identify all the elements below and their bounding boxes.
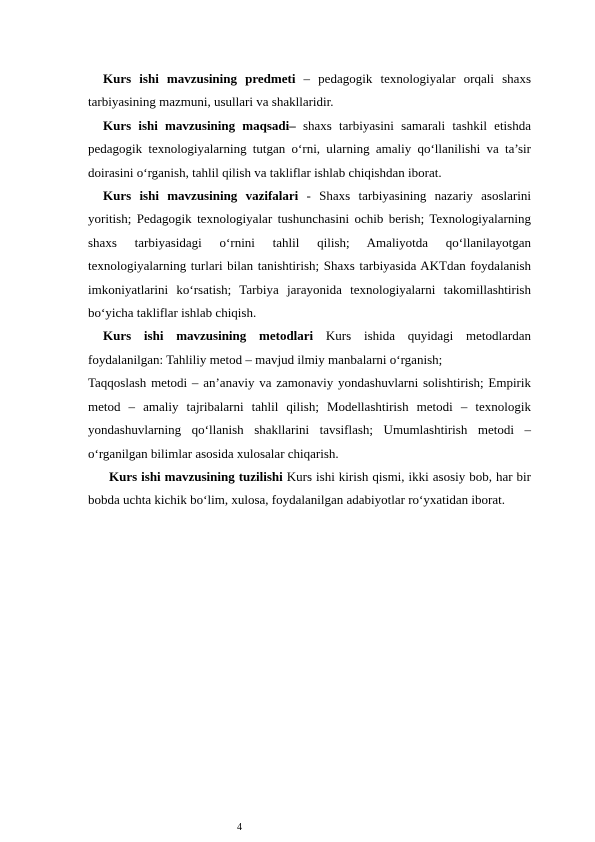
paragraph-methods-list (88, 371, 531, 465)
tasks-text: - Shaxs tarbiyasining nazariy asoslarini yoritish; Pedagogik texnologiyalar tushunchasini ochib berish; Texnologiyalarning shaxs tarbiyasidagi o‘rnini tahlil qilish; Amaliyotda qo‘llanilayotgan texnologiyalarning turlari bilan tanishtirish; Shaxs tarbiyasida AKTdan foydalanish imkoniyatlarini ko‘rsatish; Tarbiya jarayonida texnologiyalarni takomillashtirish bo‘yicha takliflar ishlab chiqish. (88, 188, 531, 321)
goal-text: shaxs tarbiyasini samarali tashkil etishda pedagogik texnologiyalarning tutgan o‘rni, ularning amaliy qo‘llanilishi va ta’sir doirasini o‘rganish, tahlil qilish va takliflar ishlab chiqishdan iborat. (88, 117, 531, 180)
structure-term: Kurs ishi mavzusining tuzilishi (109, 468, 283, 484)
structure-text: Kurs ishi kirish qismi, ikki asosiy bob, har bir bobda uchta kichik bo‘lim, xulosa, foydalanilgan adabiyotlar ro‘yxatidan iborat. (88, 468, 531, 508)
methods-list-text: Taqqoslash metodi – an’anaviy va zamonaviy yondashuvlarni solishtirish; Empirik metod – amaliy tajribalarni tahlil qilish; Modellashtirish metodi – texnologik yondashuvlarning qo‘llanish shakllarini tavsiflash; Umumlashtirish metodi – o‘rganilgan bilimlar asosida xulosalar chiqarish. (88, 375, 531, 461)
paragraph-goal (88, 114, 531, 184)
goal-term: Kurs ishi mavzusining maqsadi– (103, 117, 296, 133)
body-text (88, 67, 531, 512)
paragraph-methods (88, 324, 531, 371)
paragraph-subject (88, 67, 531, 114)
tasks-term: Kurs ishi mavzusining vazifalari (103, 188, 299, 204)
page-number: 4 (237, 822, 242, 833)
methods-term: Kurs ishi mavzusining metodlari (103, 328, 314, 344)
paragraph-tasks (88, 184, 531, 324)
paragraph-structure (88, 465, 531, 512)
subject-text: – pedagogik texnologiyalar orqali shaxs tarbiyasining mazmuni, usullari va shakllaridir. (88, 71, 532, 110)
subject-term: Kurs ishi mavzusining predmeti (103, 71, 296, 86)
methods-text: Kurs ishida quyidagi metodlardan foydalanilgan: Tahliliy metod – mavjud ilmiy manbalarni o‘rganish; (88, 328, 531, 367)
